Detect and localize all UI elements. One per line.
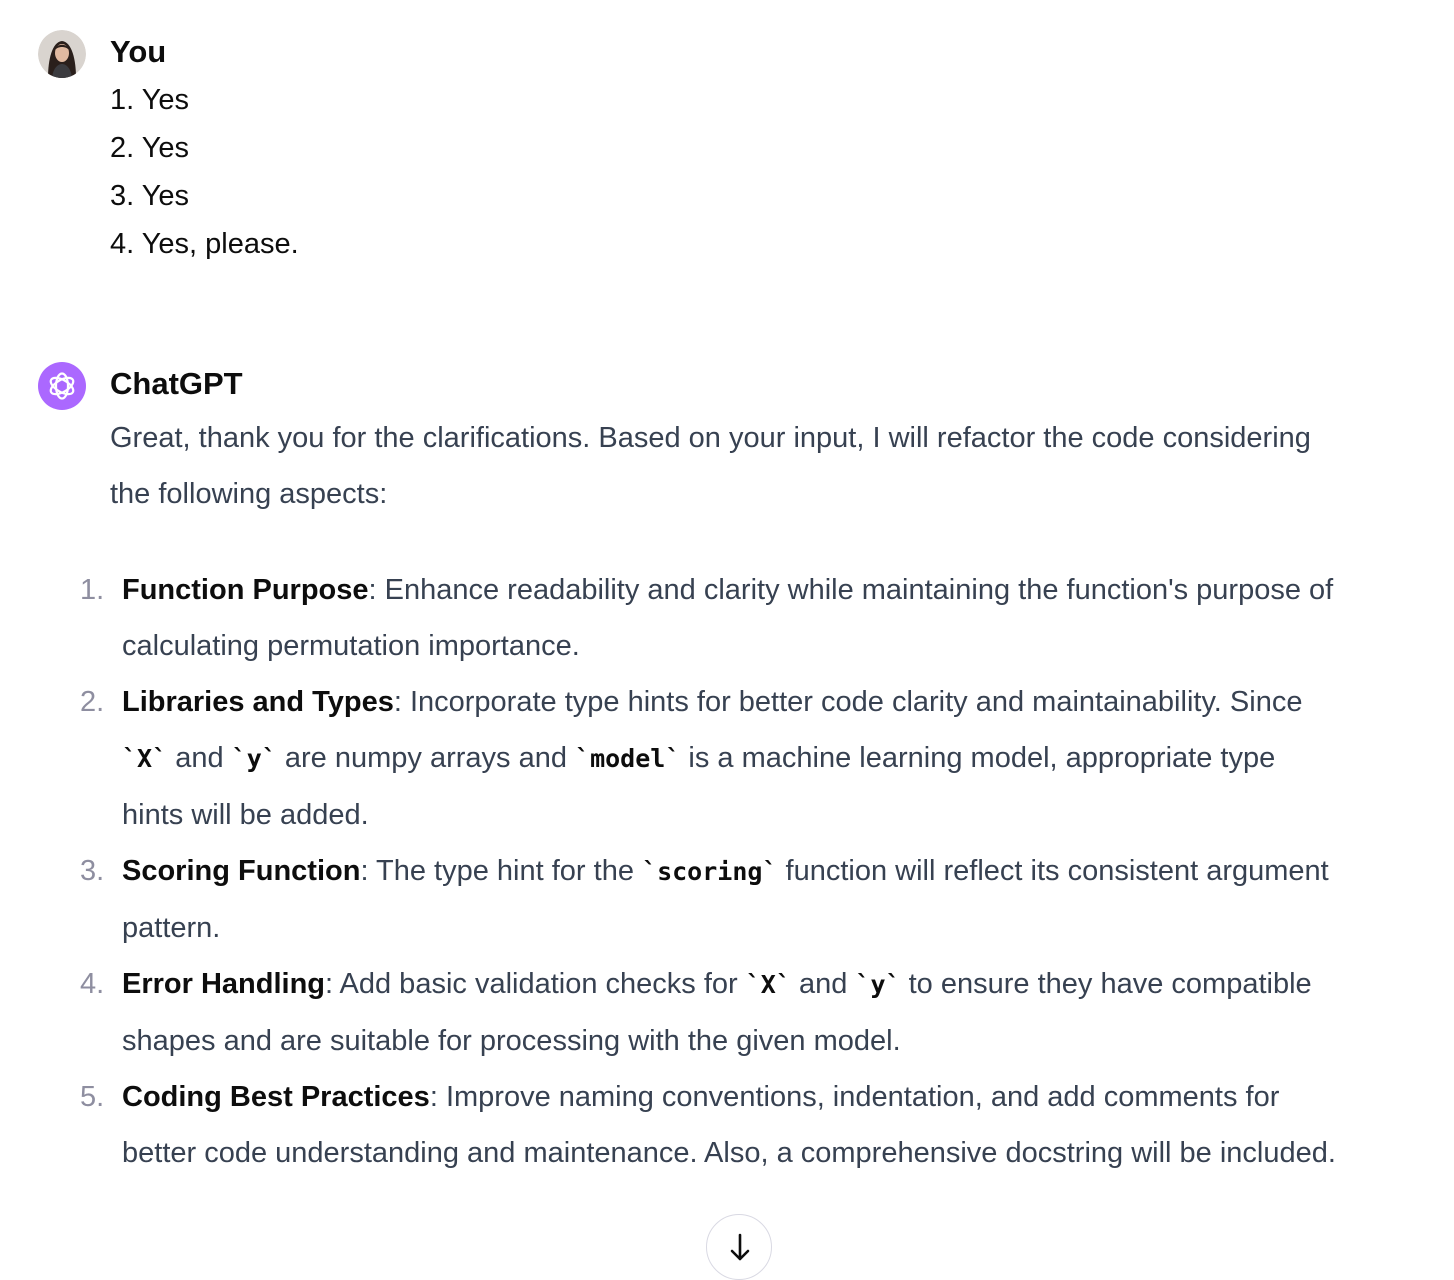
assistant-author-name: ChatGPT <box>110 366 243 401</box>
inline-code: `X` <box>122 744 168 773</box>
list-item-number: 4. <box>80 968 105 1000</box>
list-item-text: : Enhance readability and clarity while maintaining the function's purpose of calculating permutation importance. <box>122 574 1334 662</box>
list-item-title: Coding Best Practices <box>122 1081 430 1113</box>
inline-code: `y` <box>855 970 901 999</box>
user-line-2: 2. Yes <box>110 132 190 164</box>
inline-code: `X` <box>745 970 791 999</box>
list-item <box>0 1069 1342 1181</box>
user-author-name: You <box>110 34 167 69</box>
assistant-intro-text: Great, thank you for the clarifications. Based on your input, I will refactor the code considering the following aspects: <box>110 422 1311 510</box>
user-line-4: 4. Yes, please. <box>110 228 299 260</box>
list-item-text: and <box>167 742 232 774</box>
user-avatar-photo-icon <box>38 30 86 78</box>
user-line-3: 3. Yes <box>110 180 190 212</box>
list-item-number: 2. <box>80 686 105 718</box>
list-item-text: function will reflect its consistent argument pattern. <box>122 855 1329 944</box>
list-item-text: is a machine learning model, appropriate type hints will be added. <box>122 742 1276 831</box>
inline-code: `y` <box>231 744 277 773</box>
inline-code: `model` <box>575 744 681 773</box>
list-item <box>0 674 1342 843</box>
list-item-text: and <box>790 968 856 1000</box>
user-line-1: 1. Yes <box>110 84 190 116</box>
assistant-avatar <box>38 362 86 410</box>
list-item-text: to ensure they have compatible shapes and are suitable for processing with the given model. <box>122 968 1312 1057</box>
inline-code: `scoring` <box>642 857 778 886</box>
aspects-list <box>0 562 1454 1181</box>
list-item-number: 1. <box>80 574 105 606</box>
list-item-text: : Incorporate type hints for better code clarity and maintainability. Since <box>393 686 1303 718</box>
openai-logo-icon <box>38 362 86 410</box>
list-item-title: Function Purpose <box>122 574 369 606</box>
list-item <box>0 843 1342 956</box>
list-item-title: Libraries and Types <box>122 686 394 718</box>
list-item <box>0 956 1342 1069</box>
list-item <box>0 562 1342 674</box>
list-item-text: : The type hint for the <box>360 855 643 887</box>
list-item-number: 3. <box>80 855 105 887</box>
list-item-text: : Improve naming conventions, indentation, and add comments for better code understanding and maintenance. Also, a comprehensive docstring will be included. <box>122 1081 1336 1169</box>
arrow-down-icon <box>728 1231 752 1265</box>
list-item-text: are numpy arrays and <box>276 742 576 774</box>
user-avatar <box>38 30 86 78</box>
list-item-title: Scoring Function <box>122 855 361 887</box>
list-item-text: : Add basic validation checks for <box>325 968 746 1000</box>
list-item-title: Error Handling <box>122 968 326 1000</box>
scroll-to-bottom-button[interactable] <box>706 1214 772 1280</box>
list-item-number: 5. <box>80 1081 105 1113</box>
